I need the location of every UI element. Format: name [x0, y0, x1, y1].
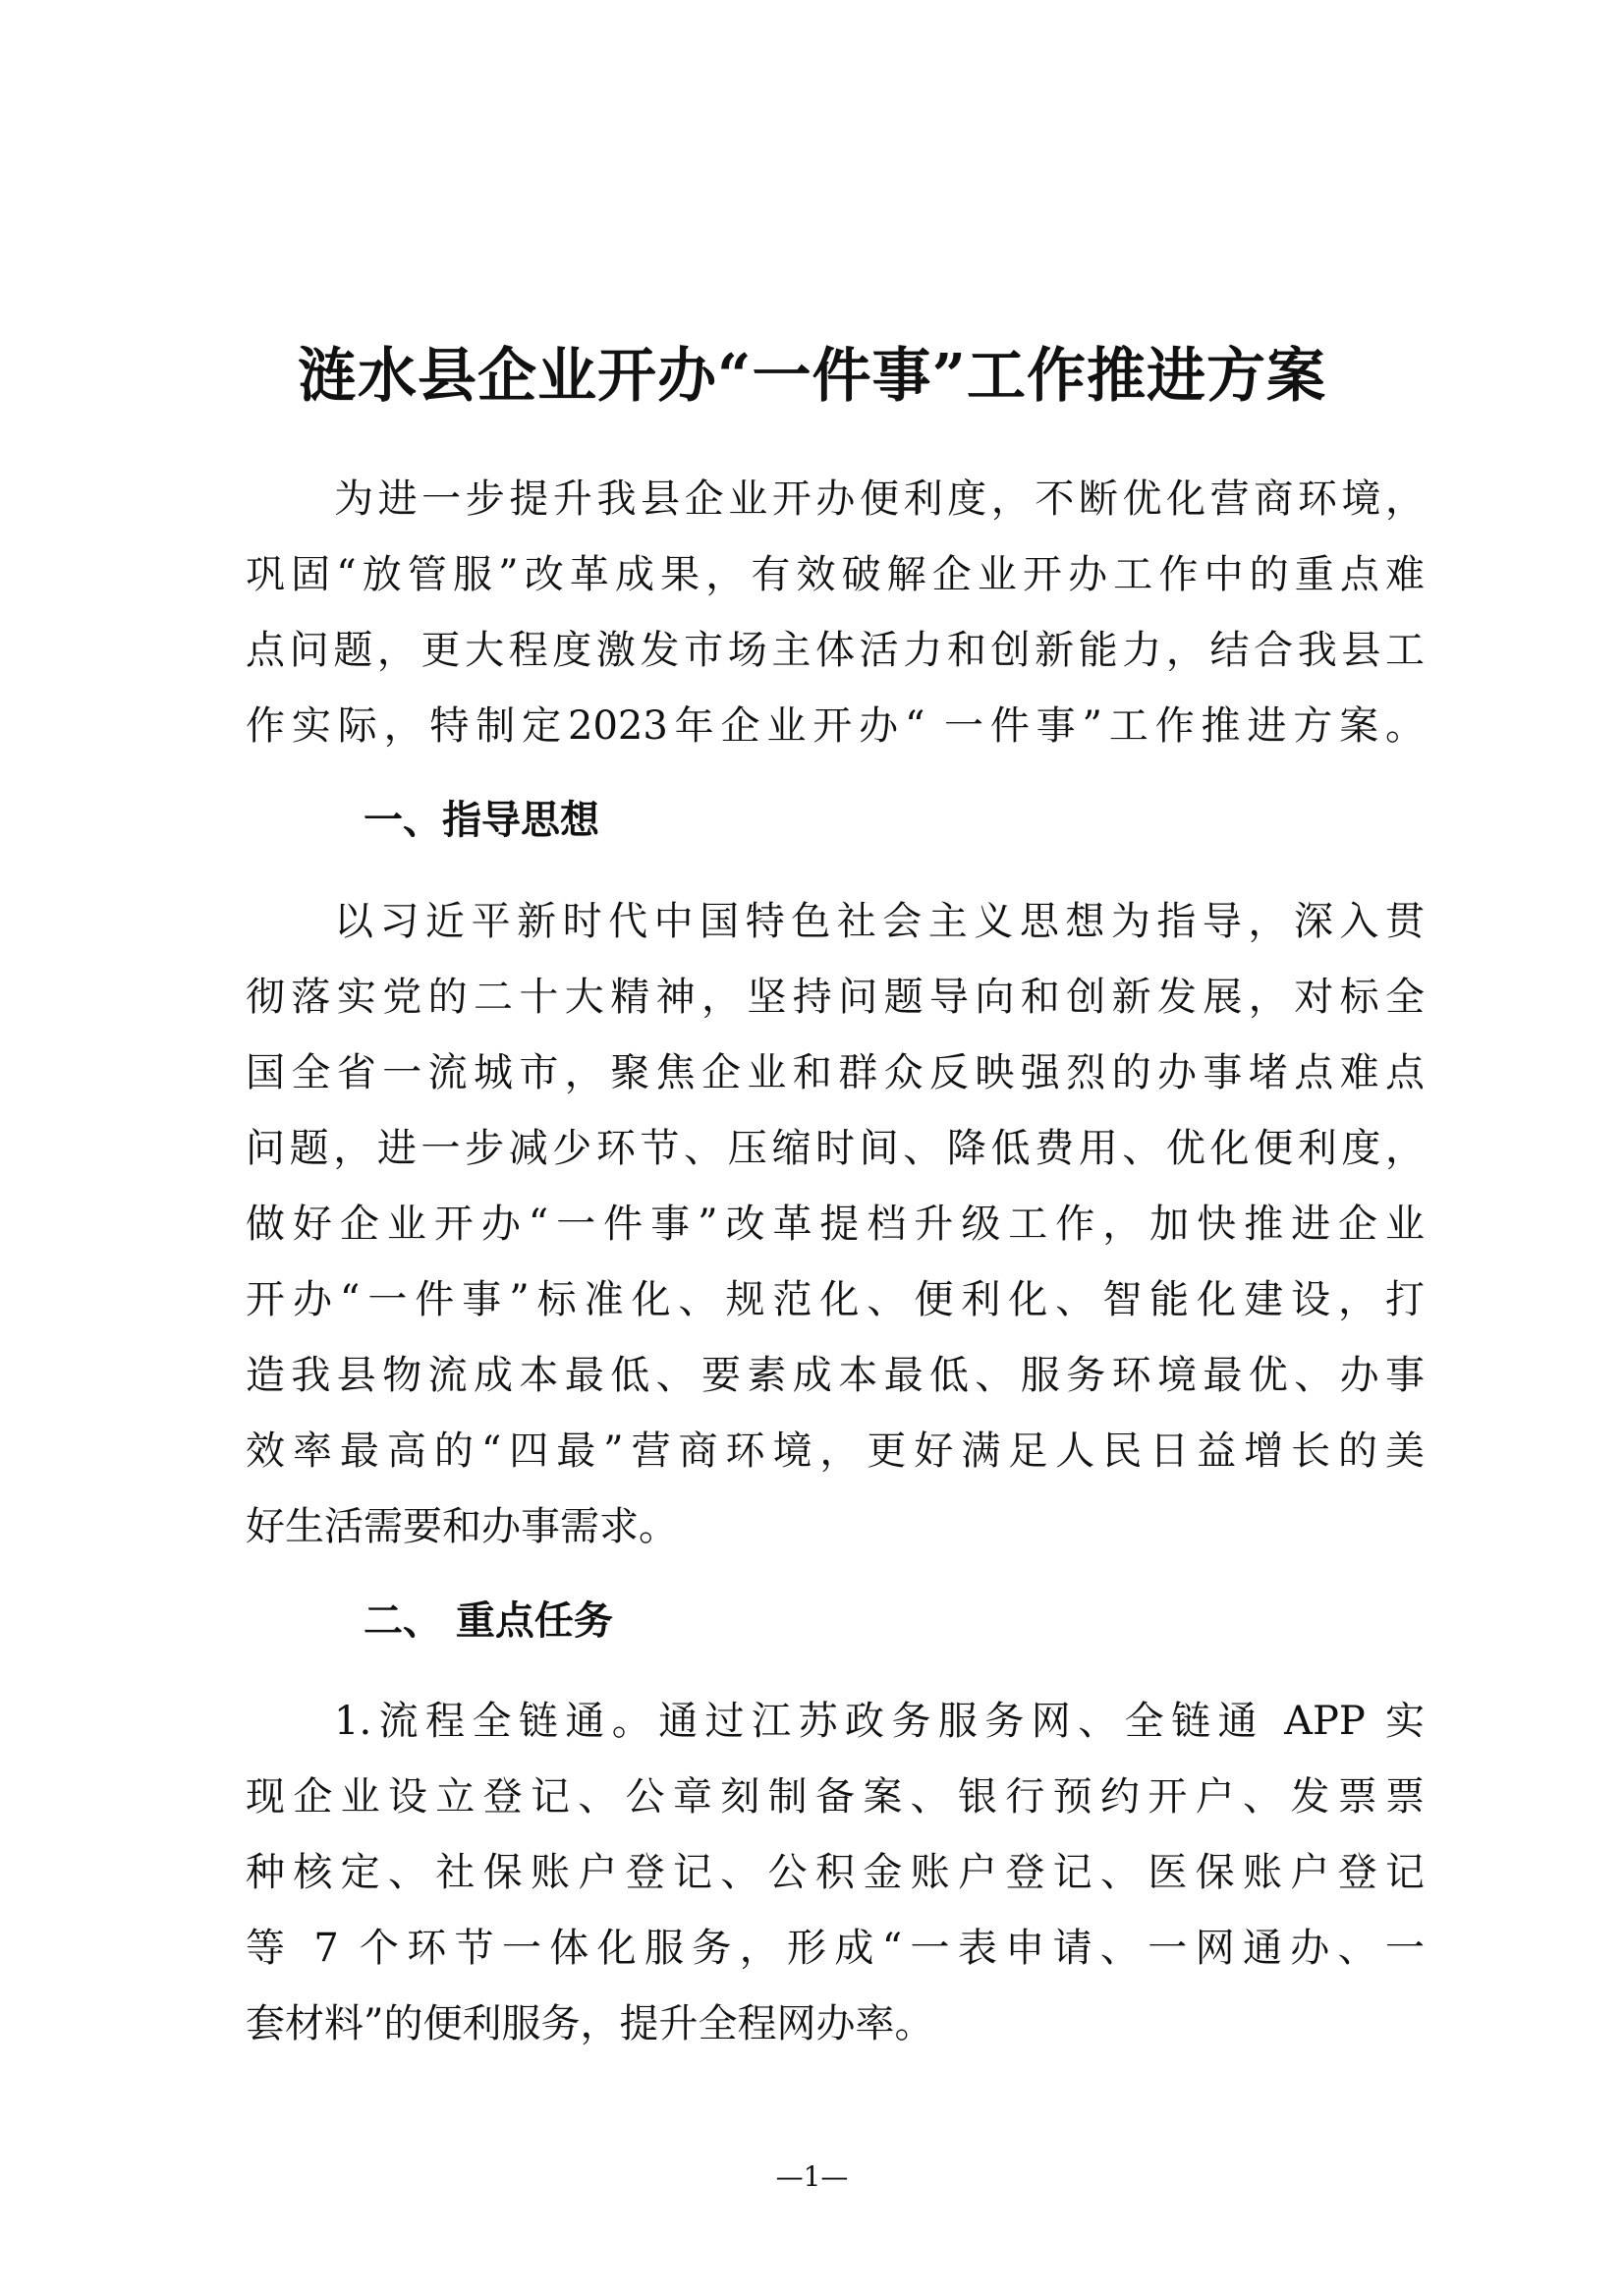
section1-line-6: 开办“一件事”标准化、规范化、便利化、智能化建设，打 — [246, 1277, 1425, 1322]
section1-line-9: 好生活需要和办事需求。 — [246, 1504, 678, 1549]
intro-line-3: 点问题，更大程度激发市场主体活力和创新能力，结合我县工 — [246, 628, 1425, 673]
section1-line-5: 做好企业开办“一件事”改革提档升级工作，加快推进企业 — [246, 1202, 1425, 1247]
section2-line-1: 1.流程全链通。通过江苏政务服务网、全链通 APP 实 — [334, 1699, 1425, 1744]
intro-line-4: 作实际，特制定2023年企业开办“ 一件事”工作推进方案。 — [246, 703, 1425, 749]
intro-line-2: 巩固“放管服”改革成果，有效破解企业开办工作中的重点难 — [246, 552, 1425, 597]
section2-line-3: 种核定、社保账户登记、公积金账户登记、医保账户登记 — [246, 1850, 1425, 1895]
section2-line-4: 等 7 个环节一体化服务，形成“一表申请、一网通办、一 — [246, 1926, 1425, 1971]
section1-line-8: 效率最高的“四最”营商环境，更好满足人民日益增长的美 — [246, 1428, 1425, 1474]
document-title: 涟水县企业开办“一件事”工作推进方案 — [297, 342, 1327, 411]
section1-line-4: 问题，进一步减少环节、压缩时间、降低费用、优化便利度， — [246, 1126, 1425, 1171]
section2-line-5: 套材料”的便利服务，提升全程网办率。 — [246, 2001, 934, 2046]
section1-line-3: 国全省一流城市，聚焦企业和群众反映强烈的办事堵点难点 — [246, 1050, 1425, 1095]
intro-line-1: 为进一步提升我县企业开办便利度，不断优化营商环境， — [334, 476, 1425, 522]
page-number: —1— — [775, 2160, 849, 2193]
section1-line-2: 彻落实党的二十大精神，坚持问题导向和创新发展，对标全 — [246, 975, 1425, 1020]
section1-line-1: 以习近平新时代中国特色社会主义思想为指导，深入贯 — [334, 899, 1425, 944]
section2-line-2: 现企业设立登记、公章刻制备案、银行预约开户、发票票 — [246, 1774, 1425, 1820]
section1-line-7: 造我县物流成本最低、要素成本最低、服务环境最优、办事 — [246, 1353, 1425, 1398]
section-heading-key-tasks: 二、 重点任务 — [364, 1598, 613, 1644]
section-heading-guiding-ideology: 一、指导思想 — [364, 798, 599, 843]
